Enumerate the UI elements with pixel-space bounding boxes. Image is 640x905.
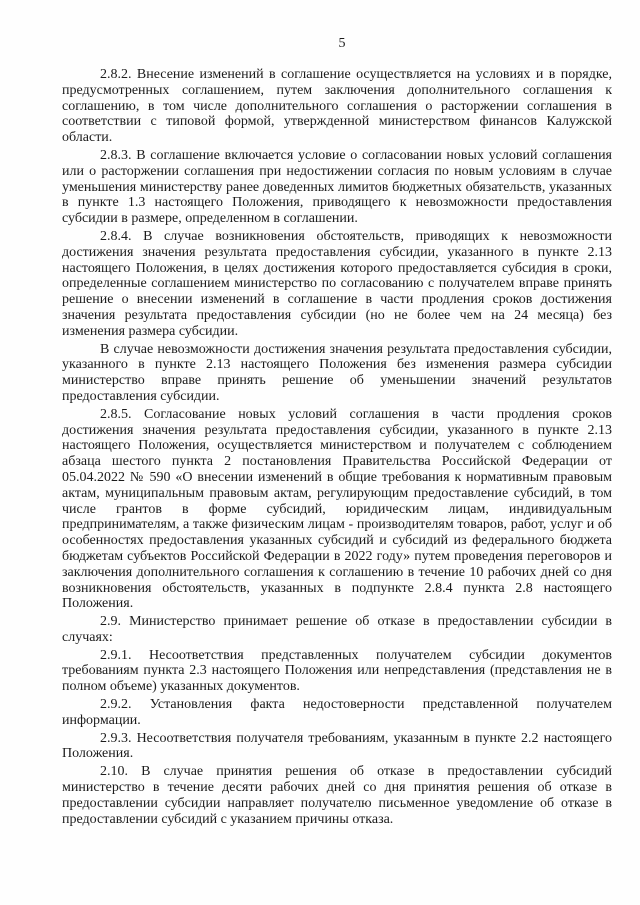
page-number: 5 bbox=[338, 36, 346, 51]
paragraph-2-8-4-continued: В случае невозможности достижения значения результата предоставления субсидии, указанного в пункте 2.13 настоящего Положения без изменения размера субсидии министерство вправе принять решение об уменьшении значений результатов предоставления субсидии. bbox=[62, 341, 612, 404]
paragraph-2-8-3: 2.8.3. В соглашение включается условие о согласовании новых условий соглашения или о расторжении соглашения при недостижении согласия по новым условиям в случае уменьшения министерству ранее доведенных лимитов бюджетных обязательств, указанных в пункте 1.3 настоящего Положения, приводящего к невозможности предоставления субсидии в размере, определенном в соглашении. bbox=[62, 147, 612, 227]
paragraph-2-10: 2.10. В случае принятия решения об отказе в предоставлении субсидий министерство в течение десяти рабочих дней со дня принятия решения об отказе в предоставлении субсидии направляет получателю письменное уведомление об отказе в предоставлении субсидий с указанием причины отказа. bbox=[62, 764, 612, 827]
paragraph-2-8-4: 2.8.4. В случае возникновения обстоятельств, приводящих к невозможности достижения значения результата предоставления субсидии, указанного в пункте 2.13 настоящего Положения, в целях достижения которого предоставляется субсидия в сроки, определенные соглашением министерство по согласованию с получателем вправе принять решение о внесении изменений в соглашение в части продления сроков достижения значения результата предоставления субсидии (но не более чем на 24 месяца) без изменения размера субсидии. bbox=[62, 228, 612, 339]
document-body bbox=[62, 67, 612, 829]
paragraph-2-8-2: 2.8.2. Внесение изменений в соглашение осуществляется на условиях и в порядке, предусмотренных соглашением, путем заключения дополнительного соглашения к соглашению, в том числе дополнительного соглашения о расторжении соглашения в соответствии с типовой формой, утвержденной министерством финансов Калужской области. bbox=[62, 67, 612, 146]
paragraph-2-9-3: 2.9.3. Несоответствия получателя требованиям, указанным в пункте 2.2 настоящего Положения. bbox=[62, 730, 612, 762]
paragraph-2-9-1: 2.9.1. Несоответствия представленных получателем субсидии документов требованиям пункта 2.3 настоящего Положения или непредставления (представления не в полном объеме) указанных документов. bbox=[62, 647, 612, 695]
paragraph-2-9: 2.9. Министерство принимает решение об отказе в предоставлении субсидии в случаях: bbox=[62, 614, 612, 645]
paragraph-2-8-5: 2.8.5. Согласование новых условий соглашения в части продления сроков достижения значения результата предоставления субсидии, указанного в пункте 2.13 настоящего Положения, осуществляется министерством и получателем с соблюдением абзаца шестого пункта 2 постановления Правительства Российской Федерации от 05.04.2022 № 590 «О внесении изменений в общие требования к нормативным правовым актам, муниципальным правовым актам, регулирующим предоставление субсидий, в том числе грантов в форме субсидий, юридическим лицам, индивидуальным предпринимателям, а также физическим лицам - производителям товаров, работ, услуг и об особенностях предоставления указанных субсидий и субсидий из федерального бюджета бюджетам субъектов Российской Федерации в 2022 году» путем проведения переговоров и заключения дополнительного соглашения к соглашению в течение 10 рабочих дней со дня возникновения обстоятельств, указанных в подпункте 2.8.4 пункта 2.8 настоящего Положения. bbox=[62, 406, 612, 612]
paragraph-2-9-2: 2.9.2. Установления факта недостоверности представленной получателем информации. bbox=[62, 697, 612, 728]
